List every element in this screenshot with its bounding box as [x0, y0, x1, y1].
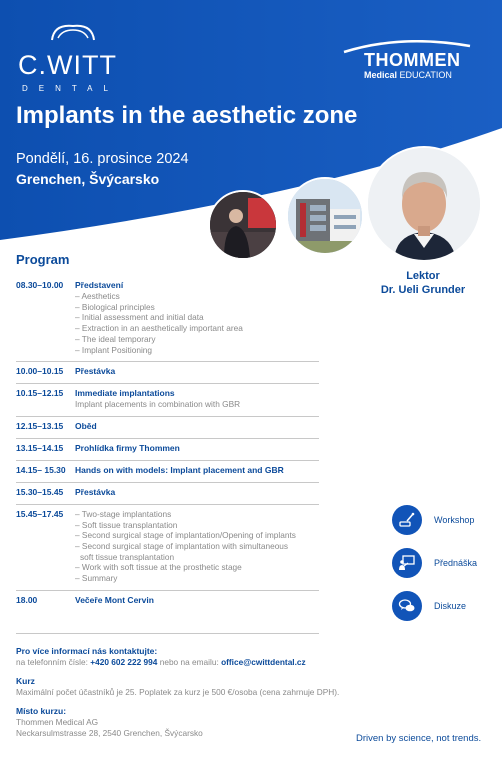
row-title: Hands on with models: Implant placement and GBR: [75, 464, 284, 475]
row-title: Oběd: [75, 420, 97, 431]
tooth-arc-icon: [48, 22, 98, 44]
schedule-row: [16, 483, 319, 505]
row-item: – Initial assessment and initial data: [75, 312, 204, 323]
row-item: soft tissue transplantation: [80, 551, 175, 562]
schedule-row: [16, 384, 319, 417]
row-title: Přestávka: [75, 486, 116, 497]
thommen-medical: Medical: [364, 70, 398, 80]
legend-discussion-label: Diskuze: [434, 601, 467, 611]
schedule-row: [16, 362, 319, 384]
footer-divider: [16, 633, 319, 634]
contact-email[interactable]: office@cwittdental.cz: [221, 657, 306, 667]
lector-name: Dr. Ueli Grunder: [380, 284, 466, 296]
row-title: Večeře Mont Cervin: [75, 594, 154, 605]
row-item: – Second surgical stage of implantation with simultaneous: [75, 541, 289, 552]
row-title: Immediate implantations: [75, 388, 175, 399]
row-time: 08.30–10.00: [16, 280, 64, 290]
row-time: 15.30–15.45: [16, 486, 64, 497]
building-photo: [286, 177, 364, 255]
cwitt-subtitle: DENTAL: [22, 84, 119, 93]
lecture-icon: [392, 548, 422, 578]
legend-discussion: [392, 591, 477, 621]
row-item: – Summary: [75, 573, 118, 584]
schedule-row: [16, 505, 319, 591]
venue-line-1: Thommen Medical AG: [16, 717, 99, 727]
page-title: Implants in the aesthetic zone: [16, 102, 358, 129]
schedule-row: [16, 461, 319, 483]
course-text: Maximální počet účastníků je 25. Poplatek za kurz je 500 €/osoba (cena zahrnuje DPH).: [16, 687, 340, 697]
legend-workshop-label: Workshop: [434, 515, 475, 525]
thommen-tagline: [364, 70, 452, 80]
lecture-photo: [208, 190, 278, 260]
row-time: 12.15–13.15: [16, 420, 64, 431]
lector-label: Lektor: [406, 270, 440, 282]
schedule-row: [16, 591, 319, 612]
row-item: – Implant Positioning: [75, 344, 153, 355]
row-detail: Implant placements in combination with GBR: [75, 399, 241, 410]
tagline: Driven by science, not trends.: [356, 733, 482, 744]
legend-lecture: [392, 548, 477, 578]
row-title: Přestávka: [75, 366, 116, 377]
row-time: 13.15–14.15: [16, 442, 64, 453]
row-title: Prohlídka firmy Thommen: [75, 442, 180, 453]
legend-lecture-label: Přednáška: [434, 558, 478, 568]
program-heading: Program: [16, 252, 70, 267]
footer-info: [16, 646, 486, 747]
contact-line: [16, 657, 486, 668]
row-time: 14.15– 15.30: [16, 464, 66, 475]
row-title: Představení: [75, 280, 124, 290]
schedule-row: [16, 439, 319, 461]
row-item: – Aesthetics: [75, 291, 120, 301]
row-time: 15.45–17.45: [16, 508, 64, 519]
cwitt-wordmark: C.WITT: [18, 50, 117, 80]
venue-heading: Místo kurzu:: [16, 706, 67, 716]
lector-block: [370, 269, 476, 297]
schedule-row: [16, 276, 319, 362]
thommen-education: EDUCATION: [399, 70, 452, 80]
format-legend: [392, 505, 477, 634]
contact-block: [16, 646, 486, 668]
row-time: 10.15–12.15: [16, 388, 64, 399]
course-block: [16, 676, 486, 698]
workshop-icon: [392, 505, 422, 535]
row-time: 10.00–10.15: [16, 366, 64, 377]
schedule: [16, 276, 319, 612]
contact-mid: nebo na emailu:: [157, 657, 222, 667]
venue-line-2: Neckarsulmstrasse 28, 2540 Grenchen, Švýcarsko: [16, 728, 203, 738]
row-item: – Soft tissue transplantation: [75, 519, 178, 530]
legend-workshop: [392, 505, 477, 535]
row-item: – The ideal temporary: [75, 333, 156, 344]
contact-heading: Pro více informací nás kontaktujte:: [16, 646, 158, 656]
thommen-brand: THOMMEN: [364, 50, 461, 70]
row-time: 18.00: [16, 594, 38, 605]
course-heading: Kurz: [16, 676, 35, 686]
event-location: Grenchen, Švýcarsko: [16, 171, 160, 187]
contact-phone-prefix: na telefonním čísle:: [16, 657, 91, 667]
lector-portrait: [366, 146, 482, 262]
row-item: – Two-stage implantations: [75, 508, 172, 519]
row-item: – Work with soft tissue at the prosthetic stage: [75, 562, 242, 573]
row-item: – Extraction in an aesthetically important area: [75, 323, 243, 334]
contact-phone[interactable]: +420 602 222 994: [90, 657, 158, 667]
row-item: – Second surgical stage of implantation/Opening of implants: [75, 530, 296, 541]
event-date: Pondělí, 16. prosince 2024: [16, 151, 189, 167]
discussion-icon: [392, 591, 422, 621]
schedule-row: [16, 417, 319, 439]
row-item: – Biological principles: [75, 301, 155, 312]
